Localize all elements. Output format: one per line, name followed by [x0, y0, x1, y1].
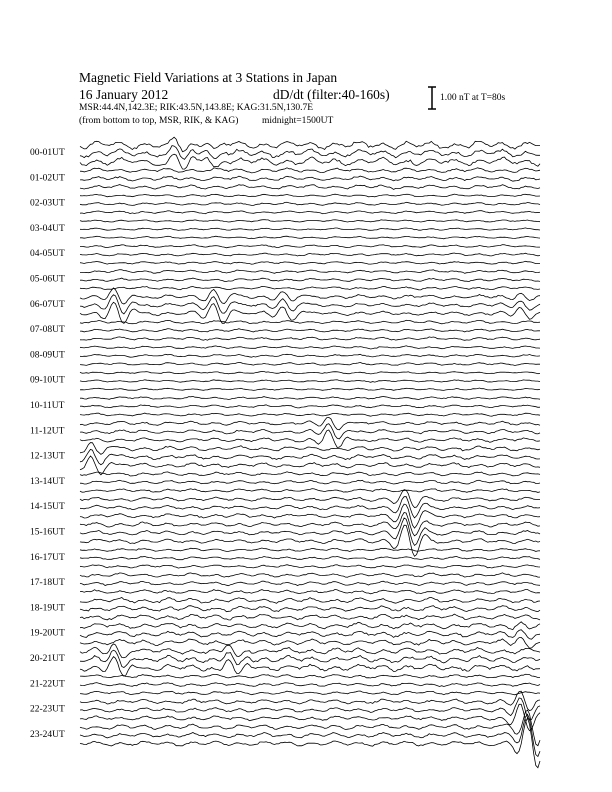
- hour-label: 15-16UT: [30, 527, 65, 538]
- trace-msr-03-04ut: [80, 236, 540, 239]
- hour-label: 03-04UT: [30, 223, 65, 234]
- trace-msr-17-18ut: [80, 589, 540, 593]
- hour-label: 12-13UT: [30, 451, 65, 462]
- trace-rik-04-05ut: [80, 253, 540, 256]
- chart-title: Magnetic Field Variations at 3 Stations in Japan: [79, 70, 338, 85]
- trace-msr-09-10ut: [80, 388, 540, 390]
- trace-msr-21-22ut: [80, 691, 540, 695]
- trace-rik-13-14ut: [80, 480, 540, 484]
- hour-label: 20-21UT: [30, 654, 65, 664]
- trace-rik-16-17ut: [80, 556, 540, 559]
- trace-rik-17-18ut: [80, 581, 540, 586]
- trace-msr-19-20ut: [80, 637, 540, 648]
- trace-msr-08-09ut: [80, 362, 540, 365]
- chart-quantity: dD/dt (filter:40-160s): [273, 87, 390, 102]
- trace-kag-19-20ut: [80, 622, 540, 630]
- trace-kag-12-13ut: [80, 443, 540, 455]
- trace-kag-22-23ut: [80, 691, 540, 711]
- trace-kag-05-06ut: [80, 270, 540, 274]
- trace-rik-11-12ut: [80, 424, 540, 439]
- trace-rik-02-03ut: [80, 202, 540, 205]
- trace-rik-21-22ut: [80, 683, 540, 687]
- trace-kag-08-09ut: [80, 346, 540, 349]
- trace-kag-13-14ut: [80, 472, 540, 476]
- trace-rik-18-19ut: [80, 606, 540, 612]
- hour-label: 22-23UT: [30, 704, 65, 715]
- hour-label: 01-02UT: [30, 173, 65, 184]
- trace-msr-18-19ut: [80, 614, 540, 620]
- hour-label: 19-20UT: [30, 628, 65, 639]
- trace-kag-09-10ut: [80, 371, 540, 374]
- hour-label: 18-19UT: [30, 603, 65, 614]
- hour-label: 05-06UT: [30, 274, 65, 285]
- trace-rik-12-13ut: [80, 449, 540, 464]
- trace-rik-20-21ut: [80, 650, 540, 667]
- trace-kag-20-21ut: [80, 644, 540, 658]
- scale-label: 1.00 nT at T=80s: [440, 93, 506, 103]
- trace-rik-09-10ut: [80, 380, 540, 383]
- hour-label: 07-08UT: [30, 325, 65, 336]
- station-coordinates: MSR:44.4N,142.3E; RIK:43.5N,143.8E; KAG:31.5N,130.7E: [79, 103, 314, 113]
- hour-label: 10-11UT: [30, 401, 65, 411]
- trace-kag-16-17ut: [80, 548, 540, 552]
- hour-label: 08-09UT: [30, 350, 65, 361]
- trace-rik-10-11ut: [80, 405, 540, 408]
- trace-rik-08-09ut: [80, 354, 540, 357]
- trace-rik-19-20ut: [80, 630, 540, 640]
- trace-msr-04-05ut: [80, 261, 540, 264]
- trace-kag-10-11ut: [80, 396, 540, 399]
- hour-label: 23-24UT: [30, 729, 65, 740]
- trace-kag-04-05ut: [80, 245, 540, 248]
- trace-rik-05-06ut: [80, 278, 540, 282]
- hour-label: 04-05UT: [30, 249, 65, 260]
- hour-label: 06-07UT: [30, 299, 65, 310]
- trace-msr-00-01ut: [80, 154, 540, 169]
- trace-kag-06-07ut: [80, 288, 540, 304]
- trace-kag-18-19ut: [80, 598, 540, 604]
- trace-msr-02-03ut: [80, 211, 540, 214]
- hour-label: 16-17UT: [30, 552, 65, 563]
- trace-msr-10-11ut: [80, 413, 540, 416]
- trace-kag-23-24ut: [80, 710, 540, 746]
- hour-label: 14-15UT: [30, 502, 65, 513]
- hour-label: 17-18UT: [30, 578, 65, 589]
- hour-label: 09-10UT: [30, 375, 65, 386]
- trace-kag-21-22ut: [80, 674, 540, 678]
- hour-label: 21-22UT: [30, 679, 65, 690]
- hour-label: 00-01UT: [30, 148, 65, 158]
- trace-rik-03-04ut: [80, 228, 540, 231]
- trace-kag-07-08ut: [80, 320, 540, 324]
- trace-msr-16-17ut: [80, 565, 540, 568]
- trace-kag-11-12ut: [80, 417, 540, 429]
- trace-msr-01-02ut: [80, 185, 540, 190]
- trace-rik-23-24ut: [80, 714, 540, 756]
- chart-date: 16 January 2012: [79, 87, 169, 102]
- trace-kag-17-18ut: [80, 573, 540, 577]
- trace-msr-12-13ut: [80, 456, 540, 475]
- station-order-note: (from bottom to top, MSR, RIK, & KAG): [79, 116, 239, 126]
- trace-kag-03-04ut: [80, 220, 540, 222]
- trace-kag-02-03ut: [80, 194, 540, 197]
- trace-kag-01-02ut: [80, 168, 540, 173]
- trace-msr-05-06ut: [80, 286, 540, 290]
- trace-msr-15-16ut: [80, 525, 540, 556]
- hour-label: 11-12UT: [30, 426, 65, 437]
- midnight-note: midnight=1500UT: [262, 116, 334, 126]
- trace-msr-13-14ut: [80, 489, 540, 493]
- trace-kag-14-15ut: [80, 490, 540, 508]
- hour-label: 13-14UT: [30, 476, 65, 487]
- trace-rik-07-08ut: [80, 329, 540, 332]
- trace-msr-07-08ut: [80, 337, 540, 340]
- hour-label: 02-03UT: [30, 198, 65, 209]
- trace-rik-01-02ut: [80, 176, 540, 181]
